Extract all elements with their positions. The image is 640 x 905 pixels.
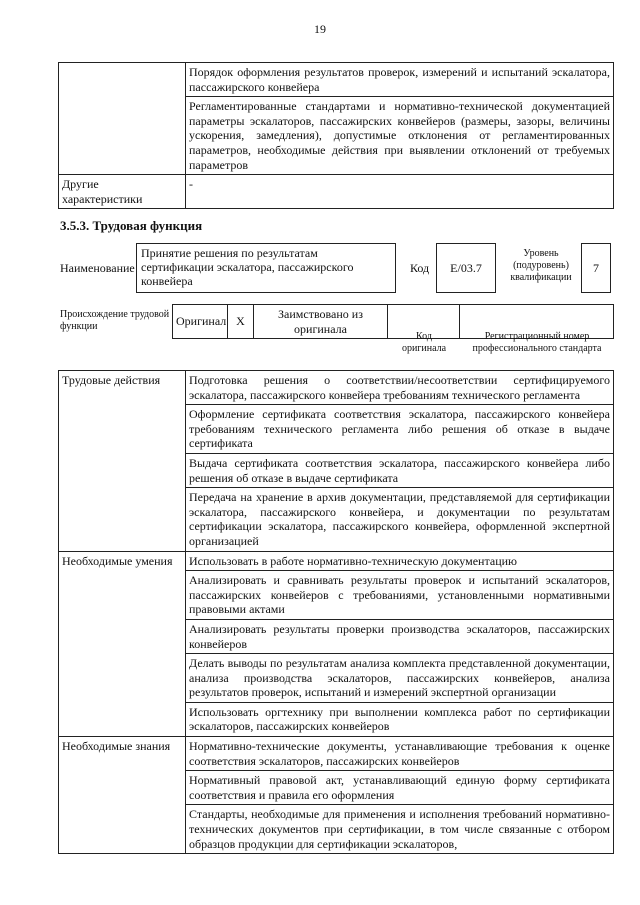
original-mark: X — [228, 305, 254, 339]
reg-caption: Регистрационный номер профессионального стандарта — [472, 331, 602, 354]
original-label: Оригинал — [173, 305, 228, 339]
list-item: Передача на хранение в архив документации, представляемой для сертификации эскалатора, пассажирского конвейера, и документации по результатам сертификации эскалатора, пассажирского конвейера, оформленной экспертной организацией — [186, 488, 614, 551]
functions-table — [58, 370, 614, 854]
code-value-box — [436, 243, 496, 293]
name-value: Принятие решения по результатам сертификации эскалатора, пассажирского конвейера — [141, 246, 354, 288]
table-row — [59, 551, 614, 571]
list-item: Делать выводы по результатам анализа комплекта представленной документации, анализа производства эскалаторов, пассажирских конвейеров, анализа результатов проверок, испытаний и измерений экспертной организации — [186, 654, 614, 703]
list-item: Оформление сертификата соответствия эскалатора, пассажирского конвейера требованиям технического регламента либо решения об отказе в выдаче сертификата — [186, 405, 614, 454]
page-number: 19 — [314, 22, 326, 36]
list-item: Использовать оргтехнику при выполнении комплекса работ по сертификации эскалаторов, пассажирских конвейеров — [186, 702, 614, 736]
table-row — [59, 175, 614, 209]
row-label: Другие характеристики — [59, 175, 186, 209]
name-label: Наименование — [60, 261, 135, 275]
skills-label: Необходимые умения — [59, 551, 186, 737]
code-value: E/03.7 — [450, 261, 482, 275]
table-row — [59, 63, 614, 97]
cell-text: Порядок оформления результатов проверок, измерений и испытаний эскалатора, пассажирского конвейера — [186, 63, 614, 97]
list-item: Анализировать и сравнивать результаты проверок и испытаний эскалаторов, пассажирских конвейеров с требованиями, установленными нормативными правовыми актами — [186, 571, 614, 620]
level-value-box — [581, 243, 611, 293]
list-item: Подготовка решения о соответствии/несоответствии сертифицируемого эскалатора, пассажирского конвейера требованиям технического регламента — [186, 371, 614, 405]
level-label: Уровень (подуровень) квалификации — [510, 248, 572, 283]
section-heading: 3.5.3. Трудовая функция — [60, 218, 203, 233]
code-caption: Код оригинала — [401, 331, 447, 354]
list-item: Использовать в работе нормативно-техническую документацию — [186, 551, 614, 571]
labor-actions-label: Трудовые действия — [59, 371, 186, 552]
cell-text: - — [186, 175, 614, 209]
cell-text: Регламентированные стандартами и нормативно-технической документацией параметры эскалаторов, пассажирских конвейеров (размеры, зазоры, величины ускорения, замедления), допустимые отклонения от регламентированных параметров, необходимые действия при выявлении отклонений от требуемых параметров — [186, 97, 614, 175]
list-item: Стандарты, необходимые для применения и исполнения требований нормативно-технических документов при сертификации, в том числе связанные с отбором образцов продукции для сертификации эскалаторов, — [186, 805, 614, 854]
row-label — [59, 63, 186, 175]
list-item: Нормативно-технические документы, устанавливающие требования к оценке соответствия эскалаторов, пассажирских конвейеров — [186, 737, 614, 771]
list-item: Выдача сертификата соответствия эскалатора, пассажирского конвейера либо решения об отказе в выдаче сертификата — [186, 453, 614, 487]
list-item: Анализировать результаты проверки производства эскалаторов, пассажирских конвейеров — [186, 619, 614, 653]
continuation-table — [58, 62, 614, 209]
origin-label: Происхождение трудовой функции — [60, 309, 170, 332]
list-item: Нормативный правовой акт, устанавливающий единую форму сертификата соответствия и правила его оформления — [186, 771, 614, 805]
name-value-box — [136, 243, 396, 293]
code-label: Код — [410, 261, 430, 275]
level-value: 7 — [593, 261, 599, 275]
borrowed-label: Заимствовано из оригинала — [254, 305, 388, 339]
table-row — [59, 371, 614, 405]
table-row — [59, 737, 614, 771]
knowledge-label: Необходимые знания — [59, 737, 186, 854]
